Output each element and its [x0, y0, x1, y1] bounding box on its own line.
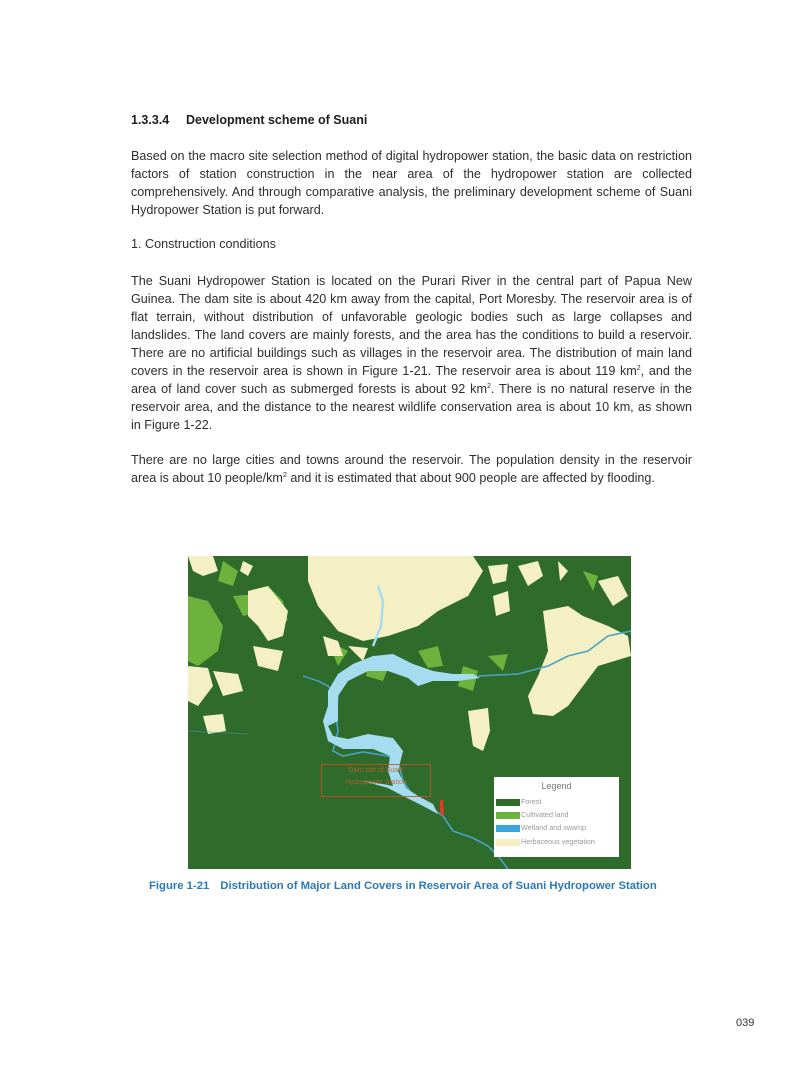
conditions-paragraph: The Suani Hydropower Station is located on the Purari River in the central part of Papua New Guinea. The dam site is about 420 km away from the capital, Port Moresby. The reservoir area is of flat terrain, without distribution of unfavorable geologic bodies such as large collapses and landslides. The land covers are mainly forests, and the area has the conditions to build a reservoir. There are no artificial buildings such as villages in the reservoir area. The distribution of main land covers in the reservoir area is shown in Figure 1-21. The reservoir area is about 119 $km^2$, and the area of land cover such as submerged forests is about 92 $km^2$. There is no natural reserve in the reservoir area, and the distance to the nearest wildlife conservation area is about 10 km, as shown in Figure 1-22.	[131, 274, 692, 432]
cultivated-swatch-icon	[496, 812, 520, 819]
legend-item-herbaceous: Herbaceous vegetation	[496, 837, 595, 847]
intro-paragraph: Based on the macro site selection method of digital hydropower station, the basic data on restriction factors of station construction in the near area of the hydropower station are collected comprehensively. And through comparative analysis, the preliminary development scheme of Suani Hydropower Station is put forward.	[131, 149, 692, 217]
figure-caption	[149, 880, 657, 892]
herbaceous-swatch-icon	[496, 839, 520, 846]
wetland-swatch-icon	[496, 825, 520, 832]
construction-conditions-heading: 1. Construction conditions	[131, 237, 276, 251]
page-number: 039	[736, 1017, 755, 1029]
section-title: Development scheme of Suani	[186, 113, 368, 127]
legend-item-wetland: Wetland and swamp	[496, 823, 586, 833]
legend-item-cultivated: Cultivated land	[496, 810, 569, 820]
map-legend	[494, 777, 619, 857]
section-number: 1.3.3.4	[131, 113, 170, 127]
legend-item-forest: Forest	[496, 797, 541, 807]
legend-title: Legend	[541, 781, 572, 791]
land-cover-map	[188, 556, 631, 869]
figure-caption-text: Distribution of Major Land Covers in Reservoir Area of Suani Hydropower Station	[220, 880, 657, 892]
dam-site-label: Dam site of Suani Hydropower Station	[321, 764, 431, 797]
population-paragraph: There are no large cities and towns around the reservoir. The population density in the reservoir area is about 10 people/$km^2$ and it is estimated that about 900 people are affected by flooding.	[131, 453, 692, 485]
forest-swatch-icon	[496, 799, 520, 806]
section-heading	[131, 113, 367, 127]
figure-number: Figure 1-21	[149, 880, 210, 892]
